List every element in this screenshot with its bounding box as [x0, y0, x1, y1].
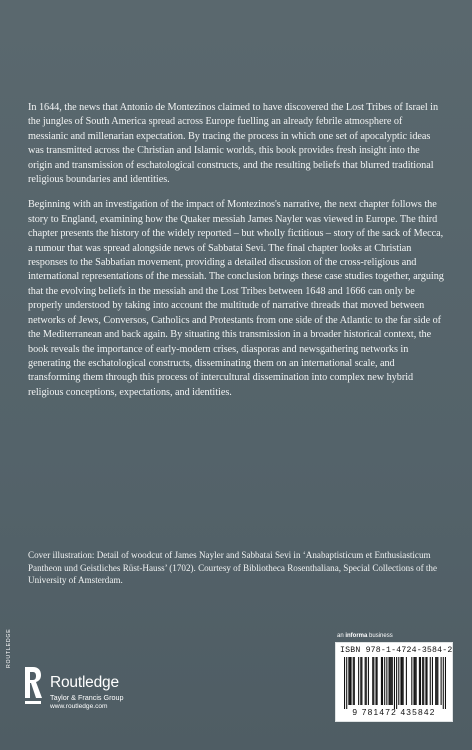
barcode-bar — [382, 657, 383, 705]
barcode-bar — [436, 657, 437, 705]
barcode-bar — [386, 657, 387, 705]
informa-brand: informa — [345, 633, 368, 639]
barcode-bar — [430, 657, 431, 705]
barcode-bar — [354, 657, 355, 705]
barcode-bar — [366, 657, 367, 705]
barcode-bar — [425, 657, 426, 705]
publisher-brand — [50, 675, 124, 711]
barcode-bar — [349, 657, 350, 705]
barcode-bar — [361, 657, 362, 705]
barcode-bar — [396, 657, 397, 709]
barcode-bar — [353, 657, 354, 705]
barcode-bar — [406, 657, 407, 705]
barcode-bar — [441, 657, 442, 705]
informa-business-tagline — [337, 633, 393, 639]
barcode-bar — [426, 657, 427, 705]
barcode-bar — [415, 657, 416, 705]
routledge-vertical-label: ROUTLEDGE — [6, 628, 12, 668]
barcode-bar — [443, 657, 444, 709]
barcode-bar — [402, 657, 403, 705]
barcode-bar — [351, 657, 352, 705]
informa-suffix: business — [367, 633, 393, 639]
barcode-bar — [360, 657, 361, 705]
barcode-bar — [373, 657, 374, 705]
barcode-bar — [416, 657, 417, 705]
barcode-bar — [398, 657, 399, 705]
barcode-bar — [435, 657, 436, 705]
barcode-bar — [358, 657, 359, 705]
barcode-bar — [392, 657, 393, 705]
barcode-bar — [394, 657, 395, 709]
barcode-bar — [377, 657, 378, 705]
description-paragraph-1: In 1644, the news that Antonio de Montezinos claimed to have discovered the Lost Tribes of Israel in the jungles of South America spread across Europe fuelling an already febrile atmosphere of messianic and millenarian expectation. By tracing the process in which one set of apocalyptic ideas was transmitted across the Christian and Islamic worlds, this book provides fresh insight into the origin and transmission of eschatological constructs, and the resulting beliefs that blurred traditional religious boundaries and identities. — [28, 102, 439, 186]
barcode-bar — [419, 657, 420, 705]
barcode-bar — [375, 657, 376, 705]
barcode-bar — [388, 657, 389, 705]
barcode-bar — [372, 657, 373, 705]
barcode-bar — [400, 657, 401, 705]
barcode-bar — [432, 657, 433, 705]
barcode-bars — [344, 657, 446, 709]
barcode-bar — [344, 657, 345, 709]
barcode-bar — [403, 657, 404, 705]
barcode-bar — [390, 657, 391, 705]
description-paragraph-2: Beginning with an investigation of the impact of Montezinos's narrative, the next chapter follows the story to England, examining how the Quaker messiah James Nayler was viewed in Europe. The third chapter presents the history of the widely reported – but wholly fictitious – story of the sack of Mecca, a rumour that was spread alongside news of Sabbatai Sevi. The final chapter looks at Christian responses to the Sabbatian movement, providing a detailed discussion of the cross-religious and international representations of the messiah. The conclusion brings these case studies together, arguing that the evolving beliefs in the messiah and the Lost Tribes between 1648 and 1666 can only be properly understood by taking into account the multitude of narrative threads that moved between networks of Jews, Conversos, Catholics and Protestants from one side of the Atlantic to the far side of the Mediterranean and back again. By situating this transmission in a broader historical context, the book reveals the importance of early-modern crises, diasporas and newsgathering networks in generating the eschatological constructs, disseminating them on an international scale, and transforming them through this process of intercultural dissemination into complex new hybrid religious conceptions, expectations, and identities. — [28, 199, 444, 398]
barcode-bar — [422, 657, 423, 705]
barcode-bar — [445, 657, 446, 709]
barcode-bar — [368, 657, 369, 705]
barcode-bar — [346, 657, 347, 709]
barcode-bar — [423, 657, 424, 705]
informa-prefix: an — [337, 633, 346, 639]
barcode-bar — [420, 657, 421, 705]
publisher-url: www.routledge.com — [50, 703, 108, 710]
barcode-bar — [384, 657, 385, 705]
barcode-digits: 9 781472 435842 — [352, 707, 436, 717]
barcode-bar — [411, 657, 412, 705]
barcode-bar — [365, 657, 366, 705]
cover-illustration-credit: Cover illustration: Detail of woodcut of James Nayler and Sabbatai Sevi in ‘Anabaptisticum et Enthusiasticum Pantheon und Geistliches Rüst-Hauss’ (1702). Courtesy of Bibliotheca Rosenthaliana, Special Collections of the University of Amsterdam. — [28, 550, 437, 586]
isbn-label: ISBN 978-1-4724-3584-2 — [340, 646, 453, 655]
barcode-bar — [391, 657, 392, 705]
publisher-subtitle: Taylor & Francis Group — [50, 693, 124, 702]
barcode-bar — [437, 657, 438, 705]
book-description — [28, 101, 444, 411]
isbn-barcode — [335, 642, 453, 722]
routledge-logo-icon — [22, 663, 44, 707]
barcode-bar — [348, 657, 349, 705]
barcode-bar — [381, 657, 382, 705]
publisher-name: Routledge — [50, 674, 119, 691]
barcode-bar — [413, 657, 414, 705]
